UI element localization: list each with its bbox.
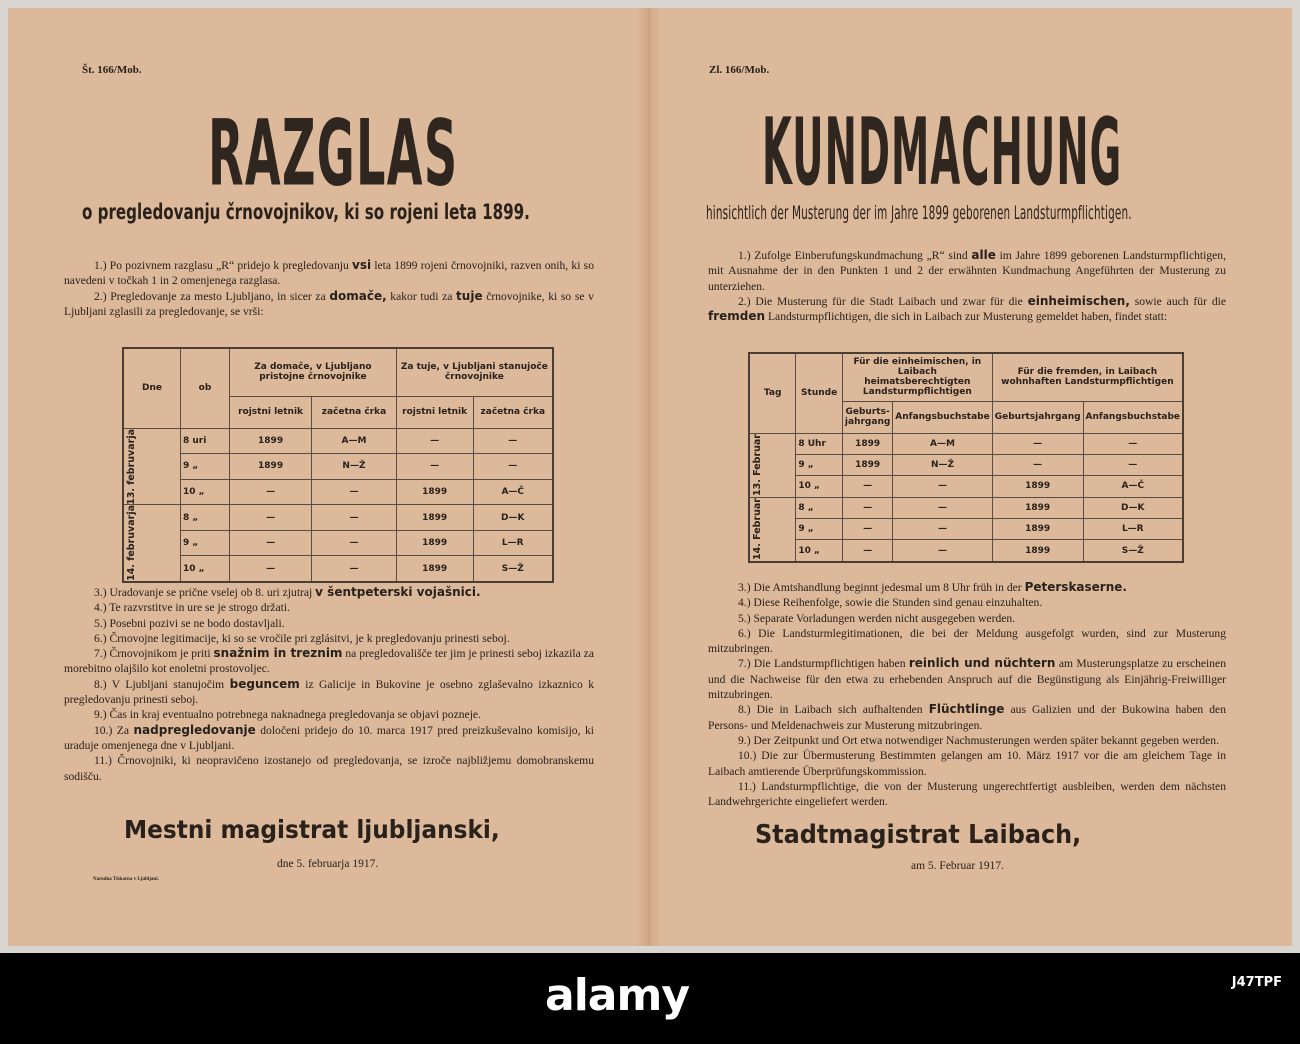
hour-cell: 10 „ bbox=[181, 479, 230, 505]
value-cell: — bbox=[842, 497, 892, 518]
header-day: Dne bbox=[123, 348, 181, 428]
text: leta 1899 rojeni črnovojniki, razven onih, ki so navedeni v točkah 1 in 2 omenjenega razglasa. bbox=[64, 259, 594, 288]
table-row bbox=[123, 530, 553, 555]
text: sowie auch für die bbox=[1129, 294, 1226, 308]
subheader: Anfangsbuchstabe bbox=[893, 401, 992, 433]
value-cell: A—M bbox=[893, 433, 992, 454]
alamy-logo: alamy bbox=[545, 970, 689, 1021]
day-cell bbox=[123, 428, 181, 505]
text: 1.) Po pozivnem razglasu „R“ pridejo k pregledovanju bbox=[94, 259, 352, 272]
table-row bbox=[123, 428, 553, 454]
paragraph bbox=[708, 702, 1226, 733]
right-reference-number: Zl. 166/Mob. bbox=[709, 64, 770, 76]
right-date: am 5. Februar 1917. bbox=[911, 860, 1004, 872]
day-label: 13. februvarja bbox=[126, 428, 137, 505]
right-intro-paragraphs bbox=[708, 248, 1226, 324]
text: 2.) Pregledovanje za mesto Ljubljano, in sicer za bbox=[94, 289, 330, 303]
hour-cell: 10 „ bbox=[796, 540, 843, 562]
table-row bbox=[123, 556, 553, 583]
text: 4.) Diese Reihenfolge, sowie die Stunden sind genau einzuhalten. bbox=[738, 596, 1043, 610]
table-row bbox=[749, 476, 1183, 497]
value-cell: — bbox=[842, 476, 892, 497]
paragraph bbox=[64, 723, 594, 754]
paragraph bbox=[708, 294, 1226, 325]
image-id: J47TPF bbox=[1231, 975, 1282, 990]
table-row bbox=[749, 518, 1183, 539]
paragraph bbox=[64, 616, 594, 631]
value-cell: A—Č bbox=[473, 479, 553, 505]
paragraph bbox=[708, 656, 1226, 702]
text: črnovojnike, ki so se v Ljubljani zglasili za pregledovanje, se vrši: bbox=[64, 289, 594, 318]
emphasized-text: alle bbox=[971, 248, 996, 262]
left-schedule-table bbox=[122, 347, 554, 583]
hour-cell: 9 „ bbox=[796, 518, 843, 539]
paragraph bbox=[708, 748, 1226, 779]
hour-cell: 10 „ bbox=[181, 556, 230, 583]
value-cell: — bbox=[312, 556, 397, 583]
value-cell: — bbox=[230, 530, 312, 555]
value-cell: — bbox=[230, 505, 312, 530]
paragraph bbox=[64, 585, 594, 600]
day-cell bbox=[123, 505, 181, 582]
paragraph bbox=[708, 733, 1226, 748]
subheader: začetna črka bbox=[473, 396, 553, 428]
text: 9.) Der Zeitpunkt und Ort etwa notwendiger Nachmusterungen werden später bekannt gegeben werden. bbox=[738, 733, 1219, 747]
table-row bbox=[749, 454, 1183, 475]
paragraph bbox=[64, 289, 594, 320]
text: 9.) Čas in kraj eventualno potrebnega naknadnega pregledovanja se objavi pozneje. bbox=[94, 708, 481, 722]
paragraph bbox=[64, 707, 594, 722]
right-subtitle: hinsichtlich der Musterung der im Jahre 1899 geborenen Landsturmpflichtigen. bbox=[706, 202, 1132, 224]
value-cell: — bbox=[396, 454, 473, 480]
text: am Musterungsplatze zu erscheinen und die Nachweise für den etwa zu erhebenden Anspruch auf die Begünstigung als Einjährig-Freiwilliger mitzubringen. bbox=[708, 657, 1226, 702]
paragraph bbox=[708, 779, 1226, 810]
value-cell: — bbox=[842, 518, 892, 539]
text: im Jahre 1899 geborenen Landsturmpflichtigen, mit Ausnahme der in den Punkten 1 und 2 der erwähnten Kundmachung Angeführten der Musterung zu unterziehen. bbox=[708, 249, 1226, 293]
text: na pregledovališče ter jim je prinesti seboj izkazila za morebitno olajšilo kot enoletni prostovoljec. bbox=[64, 647, 594, 676]
day-cell bbox=[749, 497, 796, 562]
paragraph bbox=[64, 646, 594, 677]
value-cell: — bbox=[230, 479, 312, 505]
text: 3.) Die Amtshandlung beginnt jedesmal um 8 Uhr früh in der bbox=[738, 581, 1025, 594]
header-group-foreign: Za tuje, v Ljubljani stanujoče črnovojnike bbox=[396, 348, 553, 396]
subheader: Anfangsbuchstabe bbox=[1083, 401, 1183, 433]
left-subtitle: o pregledovanju črnovojnikov, ki so rojeni leta 1899. bbox=[82, 200, 530, 224]
value-cell: — bbox=[312, 530, 397, 555]
text: 1.) Zufolge Einberufungskundmachung „R“ sind bbox=[738, 249, 972, 262]
right-rules-paragraphs bbox=[708, 580, 1226, 809]
hour-cell: 8 „ bbox=[796, 497, 843, 518]
emphasized-text: vsi bbox=[352, 258, 372, 272]
value-cell: 1899 bbox=[230, 428, 312, 454]
value-cell: A—Č bbox=[1083, 476, 1183, 497]
value-cell: — bbox=[1083, 454, 1183, 475]
value-cell: 1899 bbox=[842, 433, 892, 454]
header-day: Tag bbox=[749, 353, 796, 433]
emphasized-text: einheimischen, bbox=[1027, 293, 1130, 308]
day-label: 14. Februar bbox=[752, 498, 763, 561]
subheader: rojstni letnik bbox=[230, 396, 312, 428]
emphasized-text: tuje bbox=[456, 288, 483, 303]
value-cell: — bbox=[893, 540, 992, 562]
text: 6.) Die Landsturmlegitimationen, die bei der Meldung ausgefolgt wurden, sind zur Musterung mitzubringen. bbox=[708, 626, 1226, 656]
value-cell: — bbox=[230, 556, 312, 583]
value-cell: A—M bbox=[312, 428, 397, 454]
left-reference-number: Št. 166/Mob. bbox=[82, 64, 142, 76]
value-cell: 1899 bbox=[842, 454, 892, 475]
paragraph bbox=[708, 611, 1226, 626]
emphasized-text: domače, bbox=[329, 288, 387, 303]
header-hour: ob bbox=[181, 348, 230, 428]
paragraph bbox=[708, 626, 1226, 657]
value-cell: 1899 bbox=[992, 540, 1083, 562]
paragraph bbox=[64, 677, 594, 708]
text: 3.) Uradovanje se prične vselej ob 8. uri zjutraj bbox=[94, 586, 316, 599]
value-cell: — bbox=[473, 428, 553, 454]
table-row bbox=[123, 505, 553, 530]
header-hour: Stunde bbox=[796, 353, 843, 433]
value-cell: — bbox=[893, 518, 992, 539]
table-row bbox=[123, 454, 553, 480]
value-cell: S—Ž bbox=[473, 556, 553, 583]
value-cell: — bbox=[992, 454, 1083, 475]
right-signature: Stadtmagistrat Laibach, bbox=[755, 820, 1082, 850]
right-title: KUNDMACHUNG bbox=[762, 98, 1123, 207]
value-cell: — bbox=[893, 476, 992, 497]
text: kakor tudi za bbox=[386, 289, 457, 303]
table-row bbox=[749, 433, 1183, 454]
value-cell: 1899 bbox=[396, 530, 473, 555]
hour-cell: 9 „ bbox=[181, 530, 230, 555]
hour-cell: 8 uri bbox=[181, 428, 230, 454]
right-schedule-table bbox=[748, 352, 1184, 563]
paragraph bbox=[64, 600, 594, 615]
table-row bbox=[749, 540, 1183, 562]
table-row bbox=[749, 497, 1183, 518]
text: 10.) Die zur Übermusterung Bestimmten gelangen am 10. März 1917 vor die am gleichem Tage in Laibach amtierende Überprüfungskommission. bbox=[708, 749, 1226, 778]
subheader: začetna črka bbox=[312, 396, 397, 428]
text: 5.) Posebni pozivi se ne bodo dostavljali. bbox=[94, 616, 285, 630]
text: 8.) V Ljubljani stanujočim bbox=[94, 677, 230, 691]
header-group-foreign: Für die fremden, in Laibach wohnhaften Landsturmpflichtigen bbox=[992, 353, 1183, 401]
text: aus Galizien und der Bukowina haben den Persons- und Meldenachweis zur Musterung mitzubringen. bbox=[708, 703, 1226, 732]
center-fold bbox=[636, 8, 662, 946]
value-cell: — bbox=[992, 433, 1083, 454]
text: 10.) Za bbox=[94, 723, 134, 737]
paragraph bbox=[64, 753, 594, 784]
value-cell: — bbox=[473, 454, 553, 480]
value-cell: — bbox=[1083, 433, 1183, 454]
emphasized-text: Peterskaserne. bbox=[1024, 580, 1127, 594]
paragraph bbox=[64, 631, 594, 646]
table-row bbox=[123, 479, 553, 505]
value-cell: D—K bbox=[1083, 497, 1183, 518]
hour-cell: 9 „ bbox=[796, 454, 843, 475]
value-cell: — bbox=[893, 497, 992, 518]
hour-cell: 9 „ bbox=[181, 454, 230, 480]
value-cell: 1899 bbox=[396, 556, 473, 583]
subheader: rojstni letnik bbox=[396, 396, 473, 428]
value-cell: 1899 bbox=[396, 479, 473, 505]
text: 8.) Die in Laibach sich aufhaltenden bbox=[738, 703, 929, 717]
text: 5.) Separate Vorladungen werden nicht ausgegeben werden. bbox=[738, 611, 1016, 625]
value-cell: N—Ž bbox=[893, 454, 992, 475]
value-cell: L—R bbox=[473, 530, 553, 555]
value-cell: 1899 bbox=[230, 454, 312, 480]
subheader: Geburts-jahrgang bbox=[842, 401, 892, 433]
value-cell: 1899 bbox=[992, 497, 1083, 518]
left-rules-paragraphs bbox=[64, 585, 594, 784]
value-cell: — bbox=[842, 540, 892, 562]
left-date: dne 5. februarja 1917. bbox=[277, 858, 379, 870]
text: 2.) Die Musterung für die Stadt Laibach und zwar für die bbox=[738, 294, 1028, 308]
emphasized-text: nadpregledovanje bbox=[133, 722, 256, 737]
day-cell bbox=[749, 433, 796, 497]
emphasized-text: fremden bbox=[708, 309, 766, 324]
emphasized-text: v šentpeterski vojašnici. bbox=[315, 585, 481, 599]
value-cell: 1899 bbox=[992, 476, 1083, 497]
emphasized-text: beguncem bbox=[229, 676, 300, 691]
text: 7.) Črnovojnikom je priti bbox=[94, 647, 214, 661]
emphasized-text: Flüchtlinge bbox=[928, 702, 1005, 717]
emphasized-text: reinlich und nüchtern bbox=[908, 656, 1056, 671]
header-group-domestic: Für die einheimischen, in Laibach heimatsberechtigten Landsturmpflichtigen bbox=[842, 353, 992, 401]
text: 4.) Te razvrstitve in ure se je strogo držati. bbox=[94, 601, 291, 615]
left-signature: Mestni magistrat ljubljanski, bbox=[124, 815, 500, 844]
text: 6.) Črnovojne legitimacije, ki so se vročile pri zglásitvi, je k pregledovanju prinesti seboj. bbox=[94, 631, 510, 645]
text: določeni pridejo do 10. marca 1917 pred preizkuševalno komisijo, ki uraduje omenjenega dne v Ljubljani. bbox=[64, 723, 594, 752]
header-group-domestic: Za domače, v Ljubljano pristojne črnovojnike bbox=[230, 348, 397, 396]
hour-cell: 8 Uhr bbox=[796, 433, 843, 454]
day-label: 14. februvarja bbox=[126, 505, 137, 582]
text: Landsturmpflichtigen, die sich in Laibach zur Musterung gemeldet haben, findet statt: bbox=[765, 310, 1168, 324]
text: 11.) Črnovojniki, ki neopravičeno izostanejo od pregledovanja, se izroče najbližjemu domobranskemu sodišču. bbox=[64, 754, 594, 783]
left-title: RAZGLAS bbox=[208, 100, 459, 207]
text: iz Galicije in Bukovine je osebno zglaševalno izkaznico k pregledovanju prinesti seboj. bbox=[64, 677, 594, 707]
value-cell: — bbox=[312, 505, 397, 530]
text: 11.) Landsturmpflichtige, die von der Musterung ungerechtfertigt ausbleiben, werden dem nächsten Landwehrgerichte eingeliefert werden. bbox=[708, 779, 1226, 809]
emphasized-text: snažnim in treznim bbox=[213, 646, 343, 661]
value-cell: N—Ž bbox=[312, 454, 397, 480]
value-cell: 1899 bbox=[992, 518, 1083, 539]
hour-cell: 10 „ bbox=[796, 476, 843, 497]
paragraph bbox=[708, 580, 1226, 595]
subheader: Geburtsjahrgang bbox=[992, 401, 1083, 433]
value-cell: — bbox=[312, 479, 397, 505]
value-cell: — bbox=[396, 428, 473, 454]
text: 7.) Die Landsturmpflichtigen haben bbox=[738, 657, 909, 671]
left-intro-paragraphs bbox=[64, 258, 594, 319]
value-cell: L—R bbox=[1083, 518, 1183, 539]
paragraph bbox=[708, 248, 1226, 294]
value-cell: S—Ž bbox=[1083, 540, 1183, 562]
paragraph bbox=[708, 595, 1226, 610]
value-cell: D—K bbox=[473, 505, 553, 530]
value-cell: 1899 bbox=[396, 505, 473, 530]
paragraph bbox=[64, 258, 594, 289]
hour-cell: 8 „ bbox=[181, 505, 230, 530]
day-label: 13. Februar bbox=[752, 434, 763, 497]
printer-imprint: Narodna Tiskarna v Ljubljani. bbox=[93, 877, 159, 882]
